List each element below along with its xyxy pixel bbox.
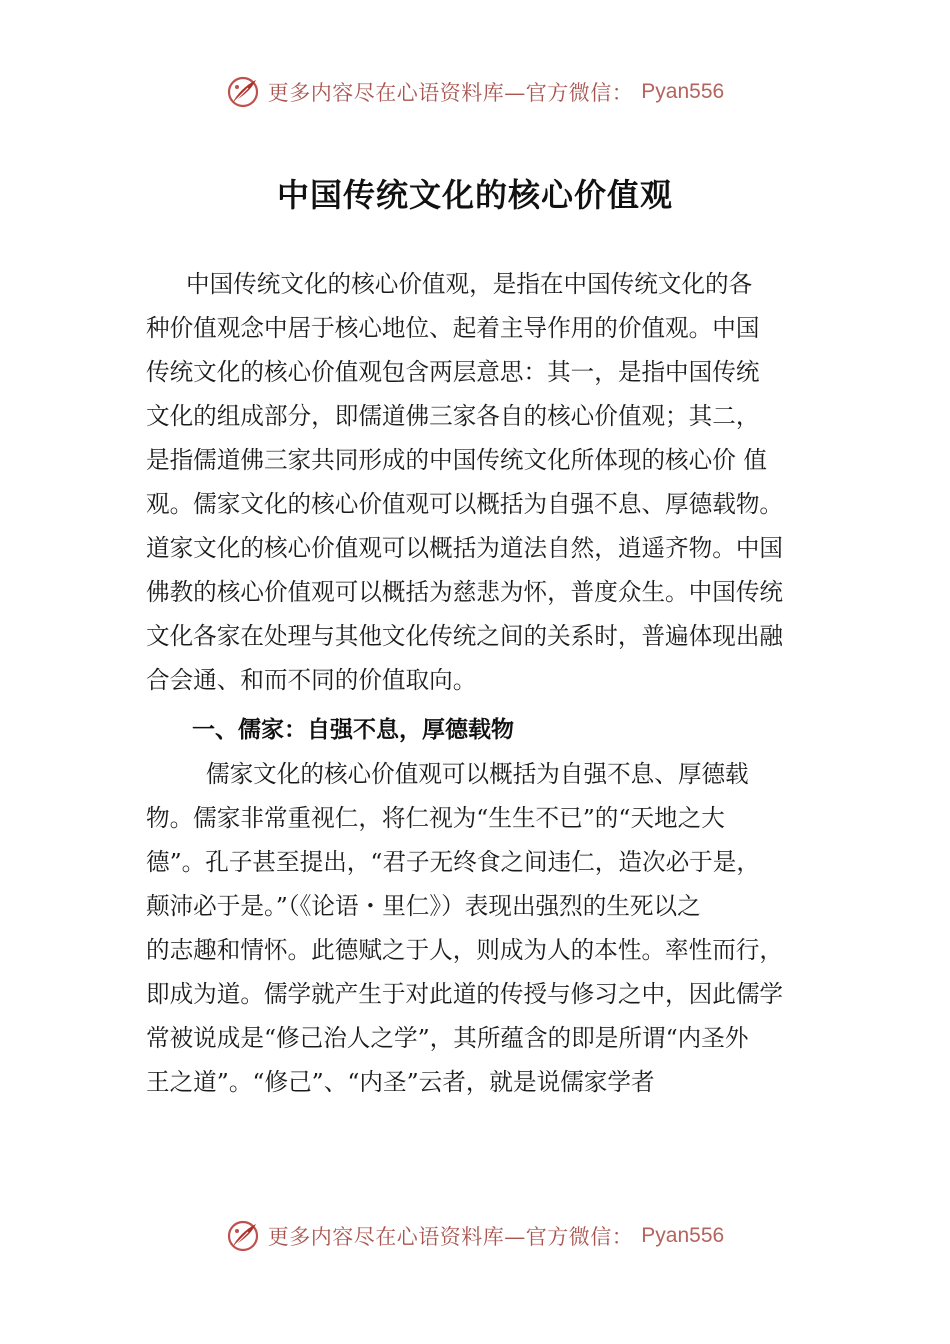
section-line: 的志趣和情怀。此德赋之于人，则成为人的本性。率性而行， [146,936,784,964]
section-heading-confucianism: 一、儒家：自强不息，厚德载物 [192,717,514,743]
intro-line: 佛教的核心价值观可以概括为慈悲为怀，普度众生。中国传统 [146,578,784,606]
intro-line: 观。儒家文化的核心价值观可以概括为自强不息、厚德载物。 [146,490,784,518]
quill-logo-icon [226,1219,260,1253]
intro-line: 是指儒道佛三家共同形成的中国传统文化所体现的核心价 值 [146,446,767,474]
confucianism-paragraph [146,752,818,1104]
intro-line: 文化各家在处理与其他文化传统之间的关系时，普遍体现出融 [146,622,784,650]
section-line: 物。儒家非常重视仁，将仁视为“生生不已”的“天地之大 [146,804,725,832]
footer-wechat-handle: Pyan556 [641,1224,725,1247]
intro-line: 传统文化的核心价值观包含两层意思：其一，是指中国传统 [146,358,760,386]
section-line: 常被说成是“修己治人之学”，其所蕴含的即是所谓“内圣外 [146,1024,749,1052]
section-line: 儒家文化的核心价值观可以概括为自强不息、厚德载 [206,760,749,788]
quill-logo-icon [226,75,260,109]
section-line: 德”。孔子甚至提出，“君子无终食之间违仁，造次必于是， [146,848,760,876]
intro-paragraph [146,262,818,702]
header-banner-text: 更多内容尽在心语资料库—官方微信： [267,81,634,105]
header-wechat-handle: Pyan556 [641,80,725,103]
document-title: 中国传统文化的核心价值观 [276,176,673,214]
section-line: 颠沛必于是。”（《论语・里仁》）表现出强烈的生死以之 [146,892,701,920]
section-line: 王之道”。“修己”、“内圣”云者，就是说儒家学者 [146,1068,655,1096]
header-banner [0,70,950,114]
footer-banner-content [226,1219,724,1253]
intro-line: 种价值观念中居于核心地位、起着主导作用的价值观。中国 [146,314,760,342]
intro-line: 合会通、和而不同的价值取向。 [146,666,477,694]
intro-line: 道家文化的核心价值观可以概括为道法自然，逍遥齐物。中国 [146,534,784,562]
intro-line: 文化的组成部分，即儒道佛三家各自的核心价值观；其二， [146,402,760,430]
intro-line: 中国传统文化的核心价值观，是指在中国传统文化的各 [186,270,753,298]
section-line: 即成为道。儒学就产生于对此道的传授与修习之中，因此儒学 [146,980,784,1008]
footer-banner-text: 更多内容尽在心语资料库—官方微信： [267,1225,634,1249]
header-banner-content [226,75,724,109]
footer-banner [0,1214,950,1258]
